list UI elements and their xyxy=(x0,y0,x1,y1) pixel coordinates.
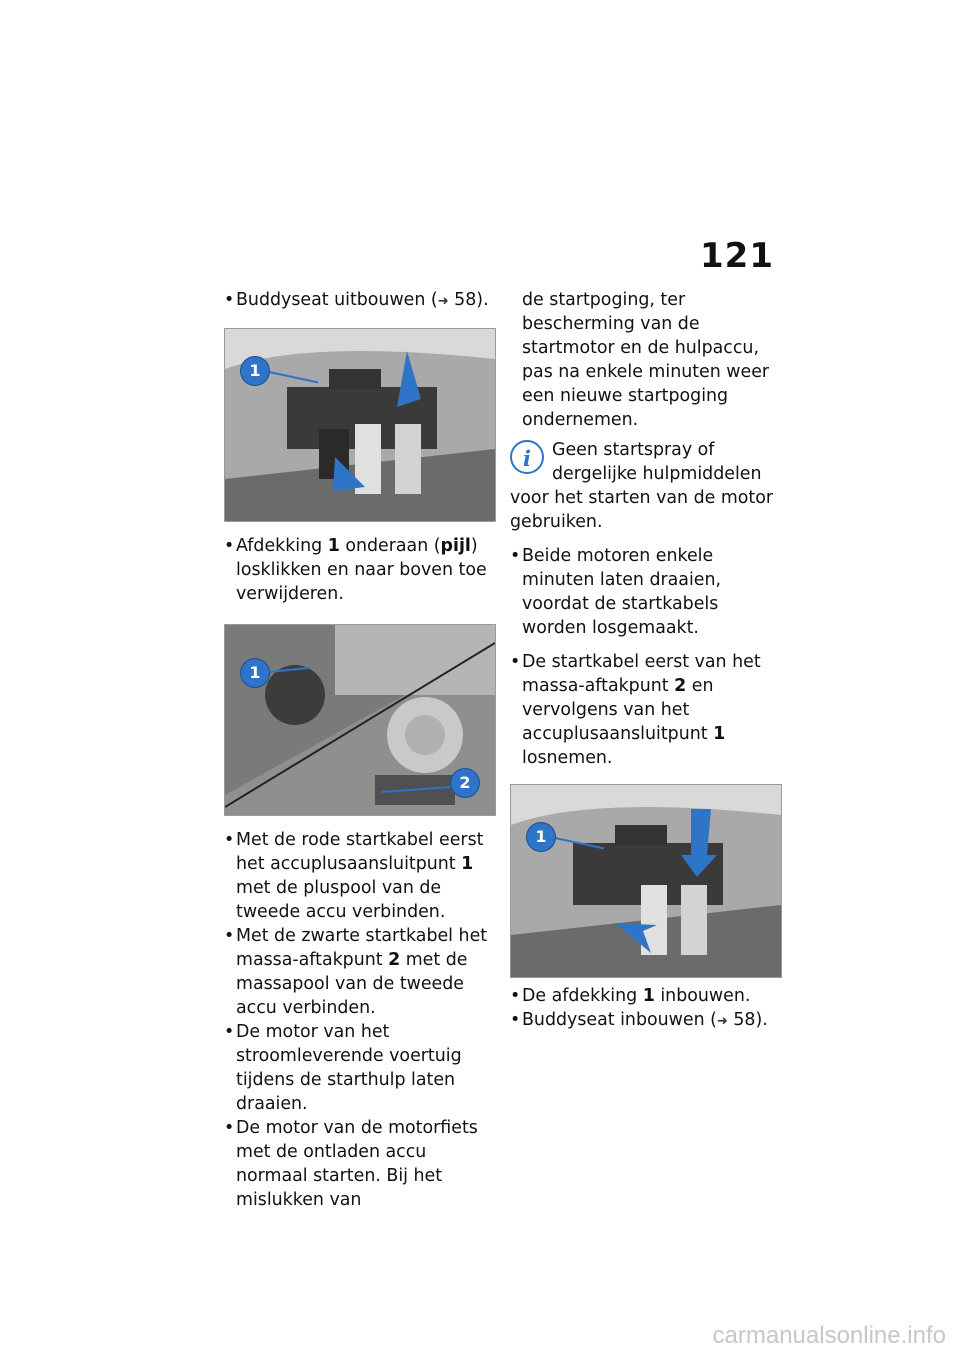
page-reference[interactable]: 58 xyxy=(733,1010,756,1030)
battery-cover-illustration xyxy=(225,329,495,521)
part-number: 2 xyxy=(388,950,401,970)
step-text: met de massapool van de tweede accu verbinden. xyxy=(236,950,468,1018)
step-text: Beide motoren enkele minuten laten draaien, voordat de startkabels worden losgemaakt. xyxy=(522,546,722,638)
part-number: 1 xyxy=(713,724,726,744)
step-text: De motor van het stroomleverende voertuig tijdens de starthulp laten draaien. xyxy=(236,1022,462,1114)
callout-1: 1 xyxy=(241,659,269,687)
step-start-motorcycle xyxy=(224,1116,496,1212)
step-text: De motor van de motorfiets met de ontladen accu normaal starten. Bij het mislukken van xyxy=(236,1118,478,1210)
callout-2: 2 xyxy=(451,769,479,797)
step-suffix: ). xyxy=(476,290,489,310)
right-column xyxy=(510,288,782,1034)
step-text: Afdekking xyxy=(236,536,328,556)
arrow-label: pijl xyxy=(440,536,471,556)
step-disconnect-cables xyxy=(510,650,782,770)
part-number: 2 xyxy=(674,676,687,696)
watermark: carmanualsonline.info xyxy=(712,1322,946,1349)
left-column xyxy=(224,288,496,1212)
step-text: Buddyseat inbouwen ( xyxy=(522,1010,717,1030)
figure-connection-points xyxy=(224,624,496,816)
step-text: inbouwen. xyxy=(654,986,751,1006)
step-text: en vervolgens van het accuplusaansluitpunt xyxy=(522,676,714,744)
step-suffix: ). xyxy=(755,1010,768,1030)
reference-arrow-icon: ➜ xyxy=(437,294,449,309)
page-reference[interactable]: 58 xyxy=(454,290,477,310)
step-unclip-cover xyxy=(224,534,496,606)
part-number: 1 xyxy=(642,986,655,1006)
note-text: Geen startspray of dergelijke hulpmiddelen voor het starten van de motor gebruiken. xyxy=(510,440,774,532)
info-icon: i xyxy=(510,440,544,474)
step-text: Buddyseat uitbouwen ( xyxy=(236,290,438,310)
page-number: 121 xyxy=(700,236,774,276)
figure-cover-install xyxy=(510,784,782,978)
part-number: 1 xyxy=(327,536,340,556)
step-text: onderaan ( xyxy=(339,536,441,556)
callout-1: 1 xyxy=(527,823,555,851)
callout-1: 1 xyxy=(241,357,269,385)
step-text: Met de zwarte startkabel het massa-aftakpunt xyxy=(236,926,488,970)
step-connect-black-cable xyxy=(224,924,496,1020)
reference-arrow-icon: ➜ xyxy=(716,1014,728,1029)
battery-cover-install-illustration xyxy=(511,785,781,977)
step-text: met de pluspool van de tweede accu verbinden. xyxy=(236,878,446,922)
step-text: De startkabel eerst van het massa-aftakpunt xyxy=(522,652,761,696)
step-install-cover xyxy=(510,984,782,1008)
step-text: losnemen. xyxy=(522,748,613,768)
step-text: ) losklikken en naar boven toe verwijderen. xyxy=(236,536,487,604)
part-number: 1 xyxy=(461,854,474,874)
step-run-donor-engine xyxy=(224,1020,496,1116)
info-note xyxy=(510,438,782,534)
step-text: De afdekking xyxy=(522,986,643,1006)
step-install-buddyseat xyxy=(510,1008,782,1034)
step-run-both-engines xyxy=(510,544,782,640)
step-connect-red-cable xyxy=(224,828,496,924)
figure-cover-removal xyxy=(224,328,496,522)
step-text: Met de rode startkabel eerst het accuplusaansluitpunt xyxy=(236,830,484,874)
step-continuation: de startpoging, ter bescherming van de startmotor en de hulpaccu, pas na enkele minuten weer een nieuwe startpoging ondernemen. xyxy=(522,290,770,430)
step-remove-buddyseat xyxy=(224,288,496,314)
